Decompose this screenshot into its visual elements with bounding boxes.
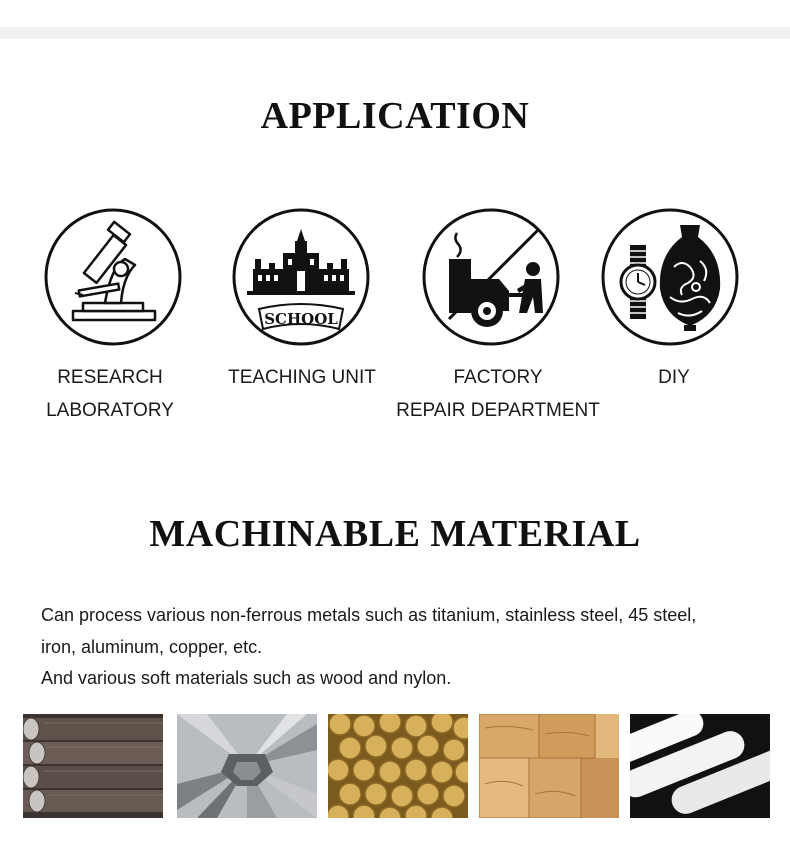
application-label-research xyxy=(30,361,190,427)
teaching-line1: TEACHING UNIT xyxy=(228,367,376,388)
school-badge-text: SCHOOL xyxy=(264,310,338,328)
research-line1: RESEARCH xyxy=(57,367,163,388)
application-label-factory xyxy=(393,361,603,427)
aluminum-profiles-image xyxy=(177,714,317,818)
machinable-material-heading: MACHINABLE MATERIAL xyxy=(149,513,641,555)
description-line-3: And various soft materials such as wood and nylon. xyxy=(41,668,452,688)
application-label-diy xyxy=(634,361,714,394)
description-line-1: Can process various non-ferrous metals such as titanium, stainless steel, 45 steel, xyxy=(41,605,697,625)
microscope-icon xyxy=(43,207,183,347)
factory-icon xyxy=(421,207,561,347)
brass-rods-image xyxy=(328,714,468,818)
nylon-rods-image xyxy=(630,714,770,818)
material-description xyxy=(41,600,761,695)
school-icon xyxy=(231,207,371,347)
description-line-2: iron, aluminum, copper, etc. xyxy=(41,636,263,657)
steel-rods-image xyxy=(23,714,163,818)
top-divider-band xyxy=(0,27,790,39)
application-label-teaching xyxy=(222,361,382,394)
research-line2: LABORATORY xyxy=(46,400,174,421)
watch-vase-icon xyxy=(600,207,740,347)
application-heading: APPLICATION xyxy=(260,95,530,137)
factory-line2: REPAIR DEPARTMENT xyxy=(396,400,600,421)
factory-line1: FACTORY xyxy=(453,367,543,388)
wood-blocks-image xyxy=(479,714,619,818)
diy-line1: DIY xyxy=(658,367,690,388)
